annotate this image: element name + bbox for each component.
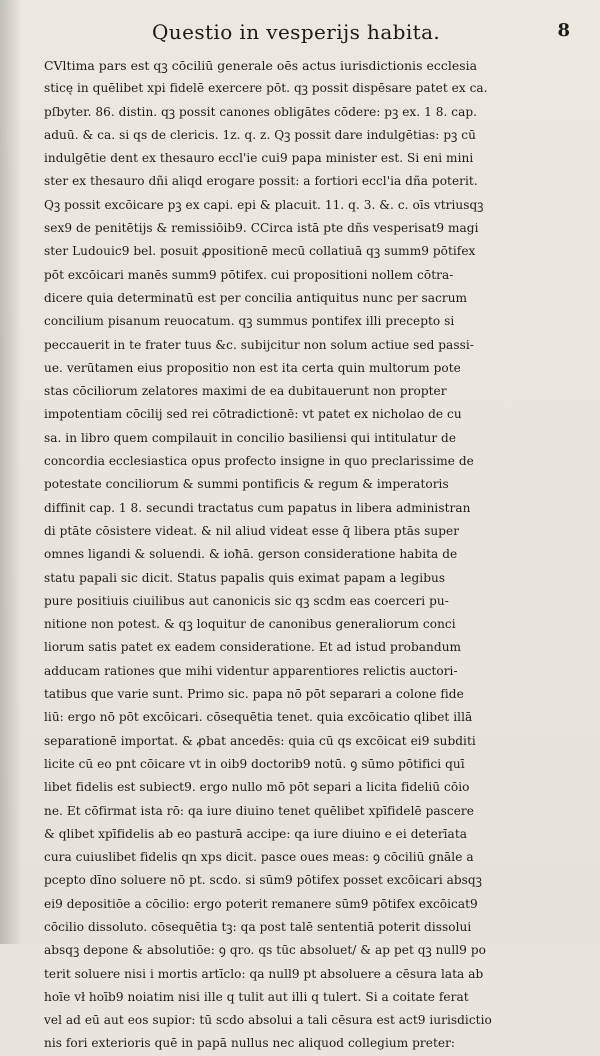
text-line: diffinit cap. 1 8. secundi tractatus cum papatus in libera administran <box>44 500 471 515</box>
binding-shadow <box>0 0 22 944</box>
text-line: stas cōciliorum zelatores maximi de ea dubitauerunt non propter <box>44 384 447 399</box>
text-line: absqꝫ depone & absolutiōe: ꝯ qro. qs tūc absoluet/ & ap pet qꝫ null9 po <box>44 943 486 958</box>
text-block <box>44 54 574 1056</box>
text-line: licite cū eo pnt cōicare vt in oib9 doctorib9 notū. ꝯ sūmo pōtifici quī <box>44 756 465 771</box>
text-line: concordia ecclesiastica opus profecto insigne in quo preclarissime de <box>44 454 474 469</box>
text-line: nitione non potest. & qꝫ loquitur de canonibus generaliorum conci <box>44 617 456 632</box>
text-line: pcepto dīno soluere nō pt. scdo. si sūm9 pōtifex posset excōicari absqꝫ <box>44 873 482 888</box>
text-line: sticę in quēlibet xpi fidelē exercere pōt. qꝫ possit dispēsare patet ex ca. <box>44 81 488 96</box>
text-line: potestate conciliorum & summi pontificis & regum & imperatoris <box>44 477 449 492</box>
text-line: ster Ludouic9 bel. posuit ꝓpositionē mecū collatiuā qꝫ summ9 pōtifex <box>44 244 476 259</box>
text-line: liū: ergo nō pōt excōicari. cōsequētia tenet. quia excōicatio qlibet illā <box>44 710 473 725</box>
page-header <box>44 20 574 50</box>
text-line: indulgētie dent ex thesauro eccl'ie cui9 papa minister est. Si eni mini <box>44 151 474 166</box>
text-line: cōcilio dissoluto. cōsequētia tꝫ: qa post talē sententiā poterit dissolui <box>44 919 472 934</box>
text-line: libet fidelis est subiect9. ergo nullo mō pōt separi a licita fideliū cōio <box>44 780 470 795</box>
running-head: Questio in vesperijs habita. <box>152 20 441 44</box>
text-line: & qlibet xpīfidelis ab eo pasturā accipe: qa iure diuino e ei deterīata <box>44 826 467 841</box>
text-line: ster ex thesauro dñi aliqd erogare possit: a fortiori eccl'ia dña poterit. <box>44 174 478 189</box>
text-line: di ptāte cōsistere videat. & nil aliud videat esse q̄ libera ptās super <box>44 523 460 538</box>
text-line: ei9 depositiōe a cōcilio: ergo poterit remanere sūm9 pōtifex excōicat9 <box>44 896 478 911</box>
text-line: CVltima pars est qꝫ cōciliū generale oēs actus iurisdictionis ecclesia <box>44 58 478 73</box>
text-line: pōt excōicari manēs summ9 pōtifex. cui propositioni nollem cōtra- <box>44 267 454 282</box>
text-line: pure positiuis ciuilibus aut canonicis sic qꝫ scdm eas coerceri pu- <box>44 593 449 608</box>
text-line: peccauerit in te frater tuus &c. subijcitur non solum actiue sed passi- <box>44 337 474 352</box>
text-line: adducam rationes que mihi videntur apparentiores relictis auctori- <box>44 663 458 678</box>
text-line: ne. Et cōfirmat ista rō: qa iure diuino tenet quēlibet xpīfidelē pascere <box>44 803 474 818</box>
text-line: pſbyter. 86. distin. qꝫ possit canones obligātes cōdere: pꝫ ex. 1 8. cap. <box>44 104 478 119</box>
text-line: Qꝫ possit excōicare pꝫ ex capi. epi & placuit. 11. q. 3. &. c. oīs vtriusqꝫ <box>44 197 484 212</box>
text-line: sex9 de penitētijs & remissiōib9. CCirca istā pte dñs vesperisat9 magi <box>44 221 479 236</box>
text-line: tatibus que varie sunt. Primo sic. papa nō pōt separari a colone fide <box>44 687 464 702</box>
text-line: liorum satis patet ex eadem consideratione. Et ad istud probandum <box>44 640 462 655</box>
text-line: sa. in libro quem compilauit in concilio basiliensi qui intitulatur de <box>44 430 457 445</box>
text-line: statu papali sic dicit. Status papalis quis eximat papam a legibus <box>44 570 446 585</box>
text-line: nis fori exterioris quē in papā nullus nec aliquod collegium preter: <box>44 1036 456 1051</box>
text-line: separationē importat. & ꝓbat ancedēs: quia cū qs excōicat ei9 subditi <box>44 733 476 748</box>
text-line: terit soluere nisi i mortis artīclo: qa null9 pt absoluere a cēsura lata ab <box>44 966 484 981</box>
text-line: cura cuiuslibet fidelis qn xps dicit. pasce oues meas: ꝯ cōciliū gnāle a <box>44 850 474 865</box>
text-line: hoīe vł hoīb9 noiatim nisi ille q tulit aut illi q tulert. Si a coitate ferat <box>44 989 469 1004</box>
text-line: dicere quia determinatū est per concilia antiquitus nunc per sacrum <box>44 290 468 305</box>
text-line: vel ad eū aut eos supior: tū scdo absolui a tali cēsura est act9 iurisdictio <box>44 1013 492 1028</box>
text-line: ue. verūtamen eius propositio non est ita certa quin multorum pote <box>44 360 461 375</box>
text-line: impotentiam cōcilij sed rei cōtradictionē: vt patet ex nicholao de cu <box>44 407 462 422</box>
text-line: concilium pisanum reuocatum. qꝫ summus pontifex illi precepto si <box>44 314 455 329</box>
text-line: aduū. & ca. si qs de clericis. 1z. q. z. Qꝫ possit dare indulgētias: pꝫ cū <box>44 127 476 142</box>
folio-number: 8 <box>557 20 570 41</box>
text-line: omnes ligandi & soluendi. & ioħā. gerson consideratione habita de <box>44 547 458 562</box>
